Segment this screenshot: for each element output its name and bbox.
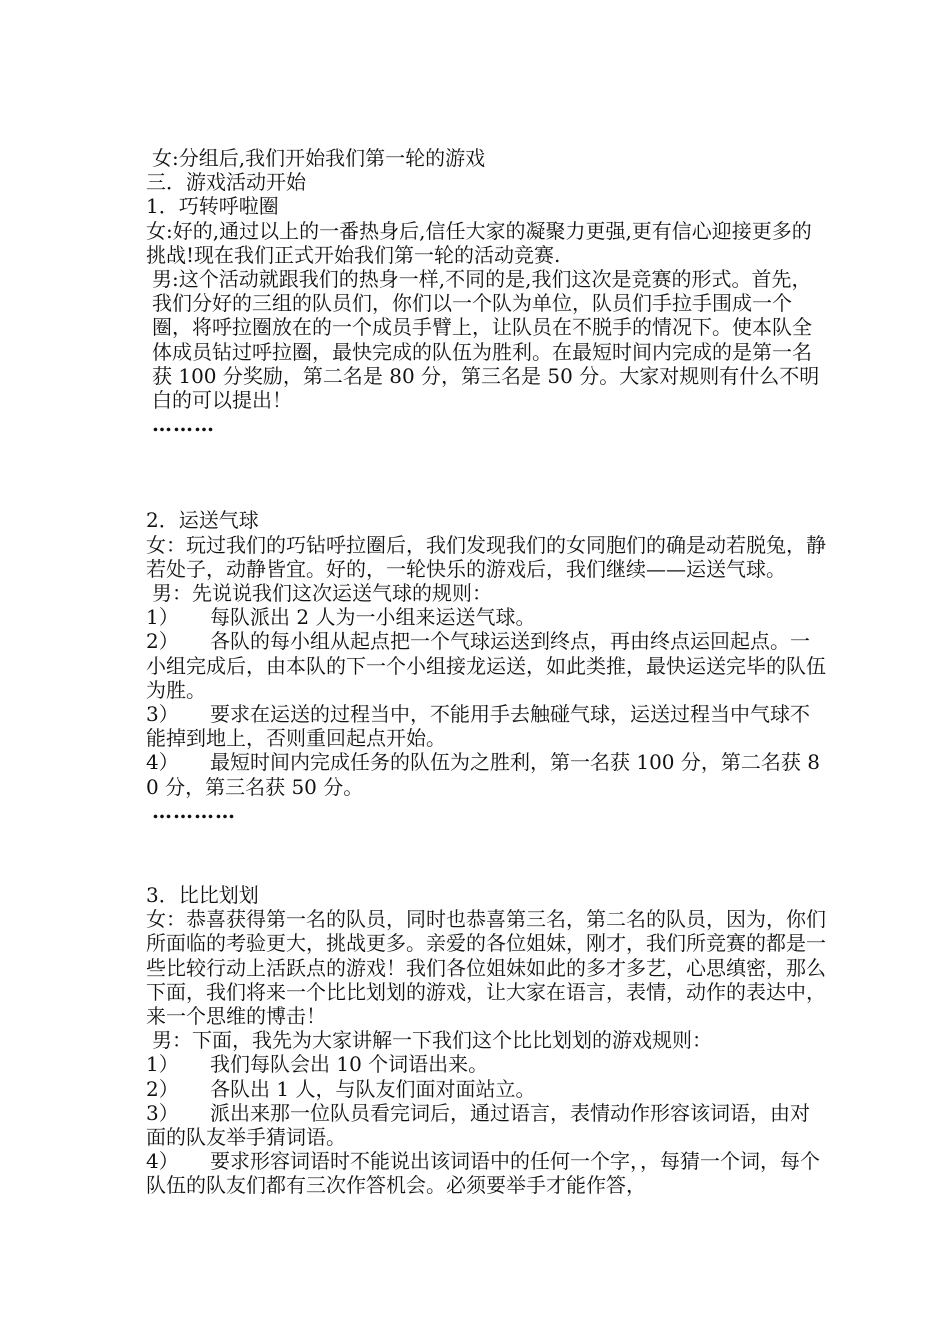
game1-male-rules: 男:这个活动就跟我们的热身一样,不同的是,我们这次是竞赛的形式。首先，我们分好的三组的队员们，你们以一个队为单位，队员们手拉手围成一个圈，将呼拉圈放在的一个成员手臂上，让队员在不脱手的情况下。使本队全体成员钻过呼拉圈，最快完成的队伍为胜利。在最短时间内完成的是第一名获 100 分奖励，第二名是 80 分，第三名是 50 分。大家对规则有什么不明白的可以提出！ (152, 266, 820, 412)
game2-ellipsis: ………… (152, 798, 236, 823)
rule-text: 要求形容词语时不能说出该词语中的任何一个字，，每猜一个词，每个队伍的队友们都有三次作答机会。必须要举手才能作答， (146, 1149, 820, 1198)
game1-title: 1．巧转呼啦圈 (146, 194, 279, 219)
spacer (146, 436, 826, 508)
rule-text: 各队的每小组从起点把一个气球运送到终点，再由终点运回起点。一小组完成后，由本队的下一个小组接龙运送，如此类推，最快运送完毕的队伍为胜。 (146, 629, 826, 702)
rule-number: 3） (146, 701, 179, 726)
game1-ellipsis: ……… (152, 412, 215, 437)
rule-number: 1） (146, 605, 179, 630)
game3-rule-item (146, 1077, 826, 1101)
game3-male-rules-intro: 男：下面，我先为大家讲解一下我们这个比比划划的游戏规则： (152, 1028, 712, 1053)
rule-text: 各队出 1 人，与队友们面对面站立。 (210, 1076, 536, 1101)
rule-number: 1） (146, 1052, 179, 1077)
game2-title: 2．运送气球 (146, 508, 259, 533)
section-title: 三．游戏活动开始 (146, 170, 306, 195)
game3-rule-item (146, 1052, 826, 1076)
rule-text: 我们每队会出 10 个词语出来。 (210, 1052, 489, 1077)
document-body (146, 146, 826, 1198)
game2-male-rules-intro: 男：先说说我们这次运送气球的规则： (152, 580, 492, 605)
rule-number: 3） (146, 1100, 179, 1125)
game2-rule-item (146, 605, 826, 629)
rule-text: 要求在运送的过程当中，不能用手去触碰气球，运送过程当中气球不能掉到地上，否则重回起点开始。 (146, 701, 810, 751)
rule-number: 2） (146, 629, 179, 654)
game2-female-intro: 女：玩过我们的巧钻呼拉圈后，我们发现我们的女同胞们的确是动若脱兔，静若处子，动静皆宜。好的，一轮快乐的游戏后，我们继续——运送气球。 (146, 532, 826, 581)
rule-number: 4） (146, 1149, 179, 1174)
game1-female-intro: 女:好的,通过以上的一番热身后,信任大家的凝聚力更强,更有信心迎接更多的挑战!现在我们正式开始我们第一轮的活动竞赛. (146, 218, 812, 267)
rule-text: 最短时间内完成任务的队伍为之胜利，第一名获 100 分，第二名获 80 分，第三名获 50 分。 (146, 750, 820, 799)
intro-line: 女:分组后,我们开始我们第一轮的游戏 (152, 146, 486, 170)
rule-text: 每队派出 2 人为一小组来运送气球。 (210, 605, 536, 630)
game3-female-intro: 女：恭喜获得第一名的队员，同时也恭喜第三名，第二名的队员，因为，你们所面临的考验更大，挑战更多。亲爱的各位姐妹，刚才，我们所竞赛的都是一些比较行动上活跃点的游戏！我们各位姐妹如此的多才多艺，心思缜密，那么下面，我们将来一个比比划划的游戏，让大家在语言，表情，动作的表达中，来一个思维的博击！ (146, 907, 826, 1028)
game3-title: 3．比比划划 (146, 882, 259, 907)
game3-rule-item (146, 1149, 826, 1197)
game2-rule-item (146, 629, 826, 702)
rule-number: 2） (146, 1076, 179, 1101)
rule-text: 派出来那一位队员看完词后，通过语言，表情动作形容该词语，由对面的队友举手猜词语。 (146, 1100, 810, 1149)
game2-rule-item (146, 750, 826, 798)
game2-rule-item (146, 702, 826, 750)
rule-number: 4） (146, 750, 179, 775)
game3-rule-item (146, 1101, 826, 1149)
spacer (146, 823, 826, 883)
